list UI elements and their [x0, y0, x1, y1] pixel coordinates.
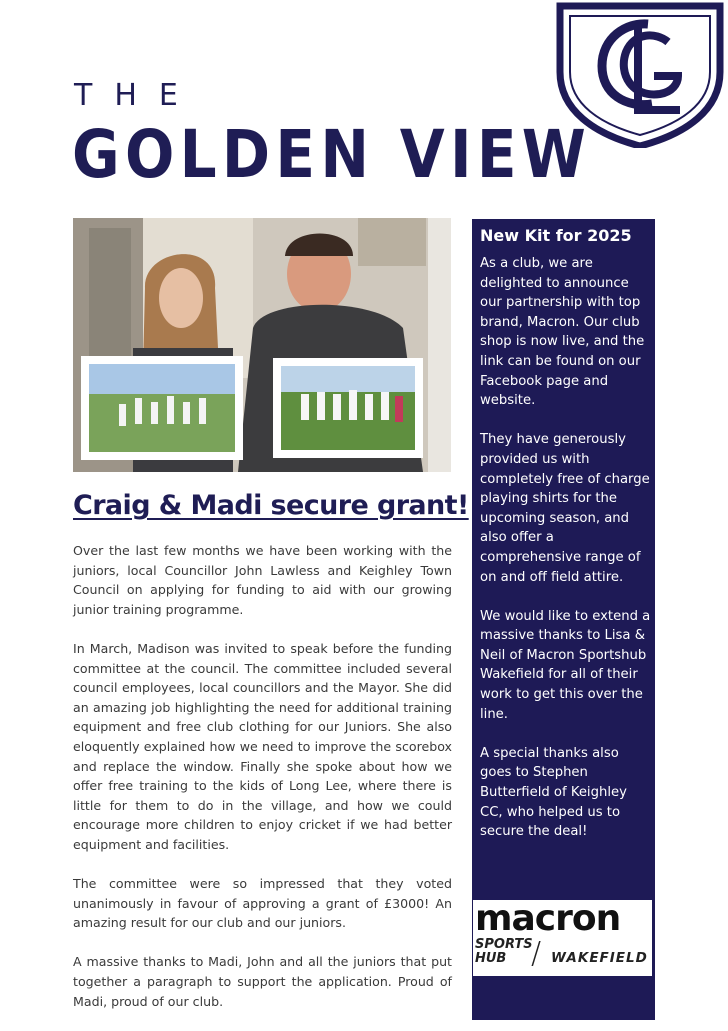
sidebar-paragraph: They have generously provided us with completely free of charge playing shirts for the upcoming season, and also offer a comprehensive range of on and off field attire. — [480, 432, 650, 585]
macron-sportshub-logo — [473, 900, 652, 976]
wakefield-text: WAKEFIELD — [551, 950, 648, 966]
article-body — [73, 541, 452, 1031]
article-paragraph: The committee were so impressed that they voted unanimously in favour of approving a grant of £3000! An amazing result for our club and our juniors. — [73, 876, 452, 931]
article-headline: Craig & Madi secure grant! — [73, 490, 469, 521]
logo-slash: / — [531, 936, 542, 971]
masthead-title: GOLDEN VIEW — [72, 116, 592, 193]
sportshub-label — [475, 938, 533, 966]
sidebar-title: New Kit for 2025 — [480, 226, 632, 245]
sidebar-body — [480, 254, 652, 861]
article-paragraph: A massive thanks to Madi, John and all the juniors that put together a paragraph to support the application. Proud of Madi, proud of our club. — [73, 954, 452, 1009]
sidebar-paragraph: We would like to extend a massive thanks to Lisa & Neil of Macron Sportshub Wakefield for all of their work to get this over the line. — [480, 608, 651, 722]
club-crest-icon — [556, 2, 724, 148]
masthead-the: THE — [74, 78, 200, 113]
article-paragraph: Over the last few months we have been working with the juniors, local Councillor John Lawless and Keighley Town Council on applying for funding to aid with our growing junior training programme. — [73, 543, 452, 617]
sidebar-paragraph: As a club, we are delighted to announce our partnership with top brand, Macron. Our club shop is now live, and the link can be found on our Facebook page and website. — [480, 256, 645, 409]
club-photo — [73, 218, 451, 472]
sidebar-paragraph: A special thanks also goes to Stephen Butterfield of Keighley CC, who helped us to secure the deal! — [480, 745, 627, 840]
macron-wordmark: macron — [475, 898, 621, 939]
club-members-holding-photos-icon — [73, 218, 451, 472]
sports-text: SPORTS — [475, 937, 533, 952]
hub-text: HUB — [475, 951, 507, 966]
article-paragraph: In March, Madison was invited to speak before the funding committee at the council. The committee included several council employees, local councillors and the Mayor. She did an amazing job highlighting the need for additional training equipment and free club clothing for our Juniors. She also eloquently explained how we need to improve the scorebox and replace the window. Finally she spoke about how we offer free training to the kids of Long Lee, where there is little for them to do in the village, and how we could encourage more children to enjoy cricket if we had better equipment and facilities. — [73, 640, 452, 852]
